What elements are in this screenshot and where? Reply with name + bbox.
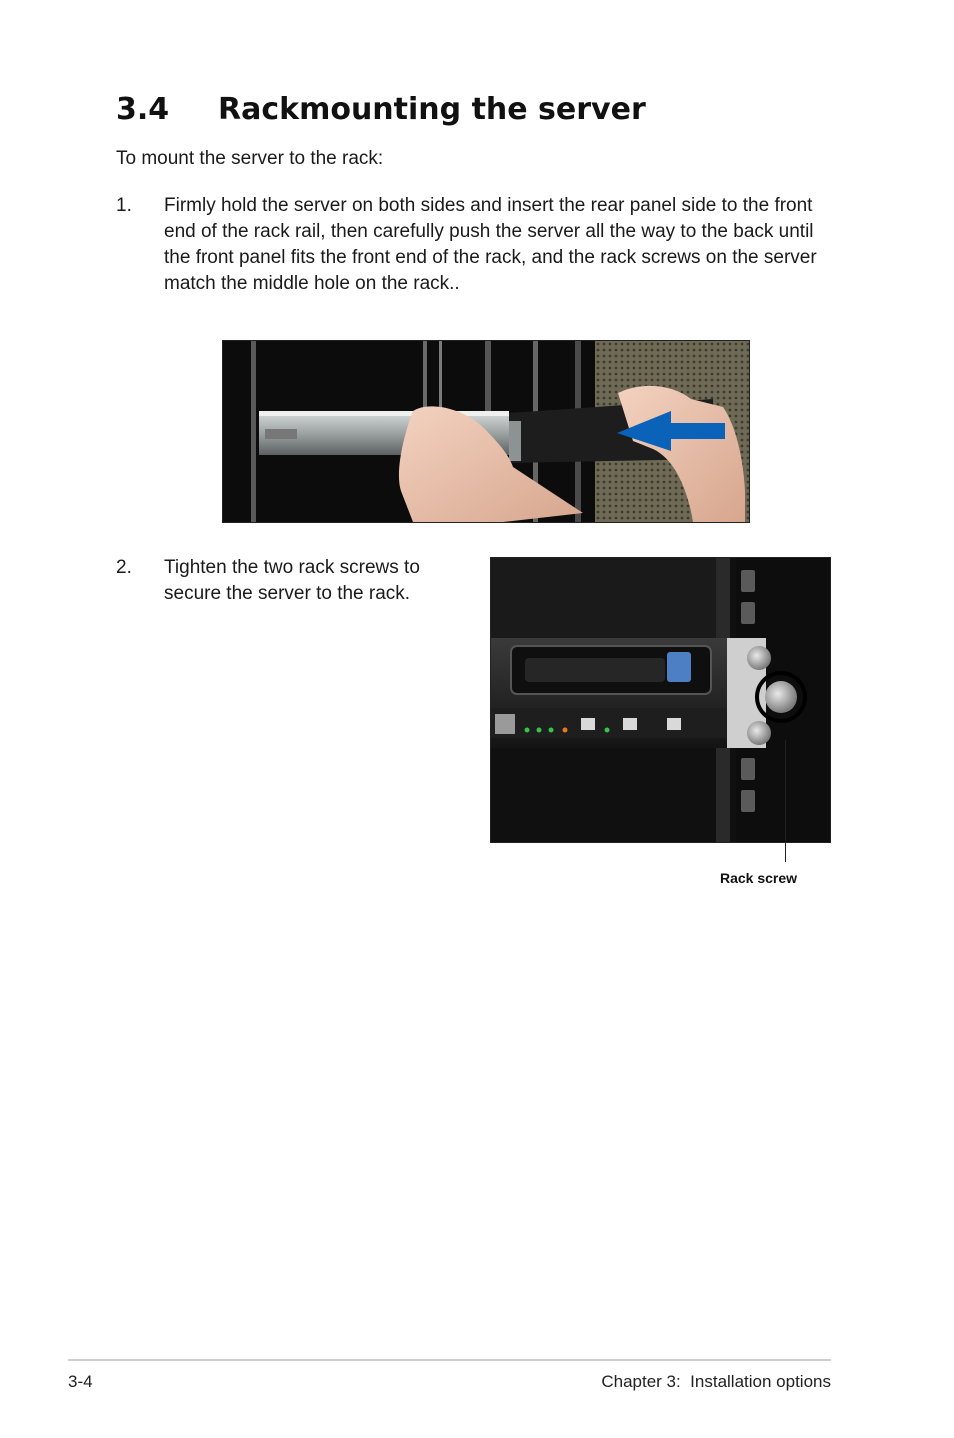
section-heading [116,92,646,127]
section-title: Rackmounting the server [218,92,646,127]
step-text: Tighten the two rack screws to secure the server to the rack. [164,557,420,604]
step-2 [116,555,446,615]
section-number: 3.4 [116,92,170,127]
rack-screw-photo [490,557,831,843]
step-1 [116,193,836,303]
page-number: 3-4 [68,1372,93,1391]
rack-screw-icon [765,681,797,713]
chapter-title: Chapter 3: Installation options [601,1372,831,1391]
step-number: 1. [116,195,132,216]
intro-text: To mount the server to the rack: [116,148,384,169]
rack-screw-label: Rack screw [720,870,798,886]
callout-line [785,740,786,862]
step-number: 2. [116,557,132,578]
step-text: Firmly hold the server on both sides and insert the rear panel side to the front end of the rack rail, then carefully push the server all the way to the back until the front panel fits the front end of the rack, and the rack screws on the server match the middle hole on the rack.. [164,195,817,294]
insert-server-photo [222,340,750,523]
footer-divider [68,1359,831,1361]
